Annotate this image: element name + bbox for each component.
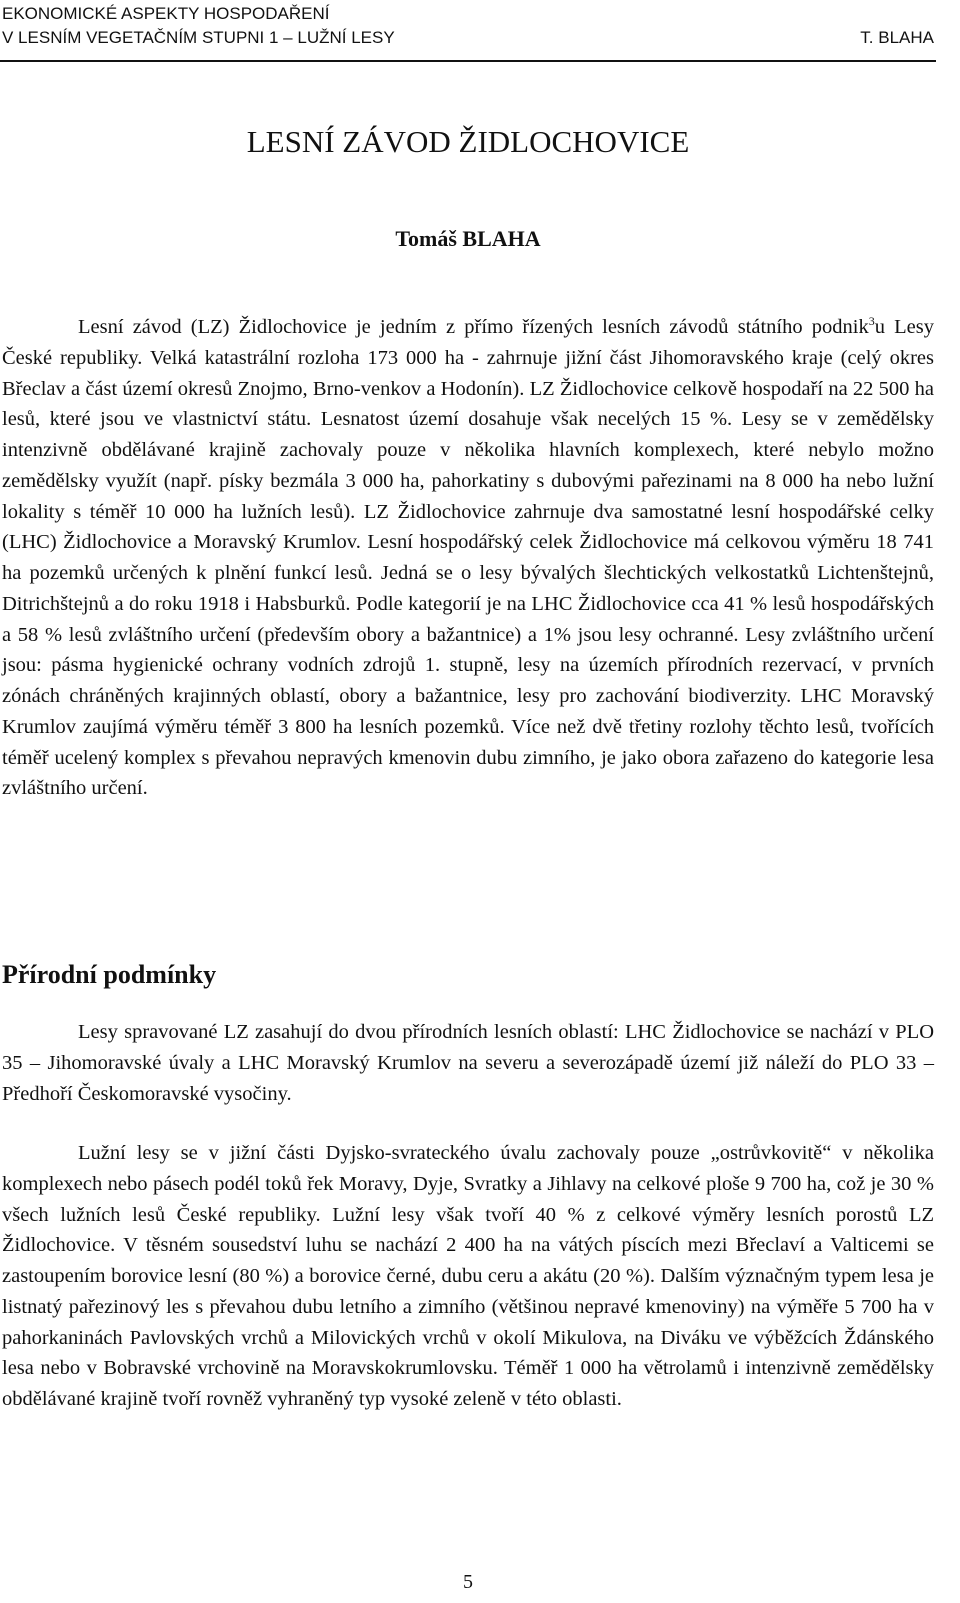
author-name: Tomáš BLAHA (395, 226, 541, 251)
header-divider (0, 60, 936, 62)
header-line-1: EKONOMICKÉ ASPEKTY HOSPODAŘENÍ (2, 4, 330, 23)
header-line-2: V LESNÍM VEGETAČNÍM STUPNI 1 – LUŽNÍ LESY (2, 28, 395, 47)
header-author: T. BLAHA (860, 28, 934, 47)
paragraph-regions-text: Lesy spravované LZ zasahují do dvou přírodních lesních oblastí: LHC Židlochovice se nachází v PLO 35 – Jihomoravské úvaly a LHC Moravský Krumlov na severu a severozápadě území již náleží do PLO 33 – Předhoří Českomoravské vysočiny. (2, 1021, 934, 1105)
intro-paragraph (2, 312, 934, 804)
section-heading: Přírodní podmínky (2, 960, 217, 989)
intro-text-rest: u Lesy České republiky. Velká katastrální rozloha 173 000 ha - zahrnuje jižní část Jihomoravského kraje (celý okres Břeclav a část území okresů Znojmo, Brno-venkov a Hodonín). LZ Židlochovice celkově hospodaří na 22 500 ha lesů, které jsou ve vlastnictví státu. Lesnatost území dosahuje však necelých 15 %. Lesy se v zemědělsky intenzivně obdělávané krajině zachovaly pouze v několika hlavních komplexech, které nebylo možno zemědělsky využít (např. písky bezmála 3 000 ha, pahorkatiny s dubovými pařezinami na 8 000 ha nebo lužní lokality s téměř 10 000 ha lužních lesů). LZ Židlochovice zahrnuje dva samostatné lesní hospodářské celky (LHC) Židlochovice a Moravský Krumlov. Lesní hospodářský celek Židlochovice má celkovou výměru 18 741 ha pozemků určených k plnění funkcí lesů. Jedná se o lesy bývalých šlechtických velkostatků Lichtenštejnů, Ditrichštejnů a do roku 1918 i Habsburků. Podle kategorií je na LHC Židlochovice cca 41 % lesů hospodářských a 58 % lesů zvláštního určení (především obory a bažantnice) a 1% jsou lesy ochranné. Lesy zvláštního určení jsou: pásma hygienické ochrany vodních zdrojů 1. stupně, lesy na územích přírodních rezervací, v prvních zónách chráněných krajinných oblastí, obory a bažantnice, lesy pro zachování biodiverzity. LHC Moravský Krumlov zaujímá výměru téměř 3 800 ha lesních pozemků. Více než dvě třetiny rozlohy těchto lesů, tvořících téměř ucelený komplex s převahou nepravých kmenovin dubu zimního, je jako obora zařazeno do kategorie lesa zvláštního určení. (2, 316, 934, 800)
running-header (2, 2, 934, 50)
header-line-2-row (2, 26, 934, 50)
footnote-marker: 3 (868, 314, 875, 329)
paragraph-floodplain (2, 1138, 934, 1415)
page-number: 5 (463, 1571, 473, 1593)
intro-text-start: Lesní závod (LZ) Židlochovice je jedním z přímo řízených lesních závodů státního podnik (78, 316, 869, 338)
paragraph-regions (2, 1017, 934, 1109)
page-title: LESNÍ ZÁVOD ŽIDLOCHOVICE (246, 124, 690, 159)
paragraph-floodplain-text: Lužní lesy se v jižní části Dyjsko-svrateckého úvalu zachovaly pouze „ostrůvkovitě“ v několika komplexech nebo pásech podél toků řek Moravy, Dyje, Svratky a Jihlavy na celkové ploše 9 700 ha, což je 30 % všech lužních lesů České republiky. Lužní lesy však tvoří 40 % z celkové výměry lesních porostů LZ Židlochovice. V těsném sousedství luhu se nachází 2 400 ha na vátých píscích mezi Břeclaví a Valticemi se zastoupením borovice lesní (80 %) a borovice černé, dubu ceru a akátu (20 %). Dalším význačným typem lesa je listnatý pařezinový les s převahou dubu letního a zimního (většinou nepravé kmenoviny) na výměře 5 700 ha v pahorkaninách Pavlovských vrchů a Milovických vrchů v okolí Mikulova, na Diváku ve výběžcích Ždánského lesa nebo v Bobravské vrchovině na Moravskokrumlovsku. Téměř 1 000 ha větrolamů i intenzivně zemědělsky obdělávané krajině tvoří rovněž vyhraněný typ vysoké zeleně v této oblasti. (2, 1142, 934, 1410)
